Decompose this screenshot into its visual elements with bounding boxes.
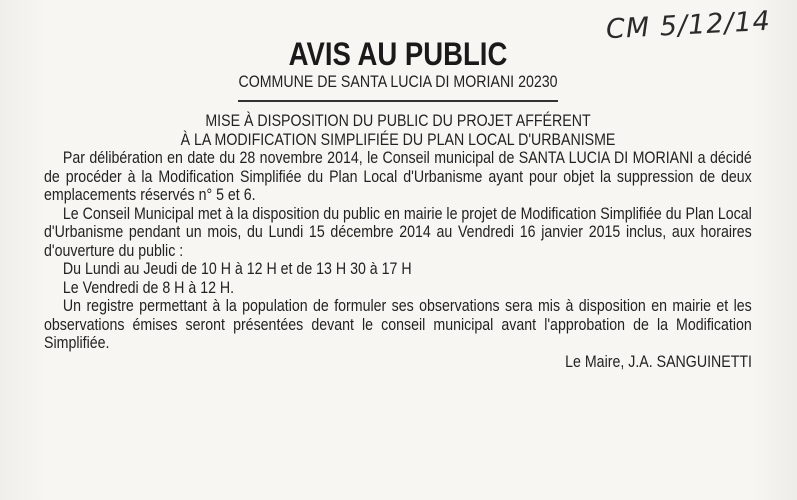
public-notice	[44, 36, 752, 371]
notice-heading-line-2: À LA MODIFICATION SIMPLIFIÉE DU PLAN LOCAL D'URBANISME	[180, 130, 616, 149]
mayor-signature: Le Maire, J.A. SANGUINETTI	[565, 352, 752, 371]
paragraph-public-availability: Le Conseil Municipal met à la disposition du public en mairie le projet de Modification Simplifiée du Plan Local d'Urbanisme pendant un mois, du Lundi 15 décembre 2014 au Vendredi 16 janvier 2015 inclus, aux horaires d'ouverture du public :	[44, 204, 752, 260]
notice-subtitle: COMMUNE DE SANTA LUCIA DI MORIANI 20230	[238, 73, 558, 91]
notice-body	[44, 149, 752, 371]
handwritten-annotation: CM 5/12/14	[605, 5, 772, 46]
paragraph-register: Un registre permettant à la population de formuler ses observations sera mis à disposition en mairie et les observations émises seront présentées devant le conseil municipal avant l'approbation de la Modification Simplifiée.	[44, 297, 752, 352]
paragraph-deliberation: Par délibération en date du 28 novembre 2014, le Conseil municipal de SANTA LUCIA DI MORIANI a décidé de procéder à la Modification Simplifiée du Plan Local d'Urbanisme ayant pour objet la suppression de deux emplacements réservés n° 5 et 6.	[44, 149, 752, 204]
opening-hours-friday: Le Vendredi de 8 H à 12 H.	[62, 278, 235, 297]
notice-title: AVIS AU PUBLIC	[288, 36, 508, 72]
title-divider	[238, 100, 558, 102]
opening-hours-weekdays: Du Lundi au Jeudi de 10 H à 12 H et de 13 H 30 à 17 H	[62, 260, 412, 278]
notice-heading-line-1: MISE À DISPOSITION DU PUBLIC DU PROJET AFFÉRENT	[205, 112, 591, 130]
